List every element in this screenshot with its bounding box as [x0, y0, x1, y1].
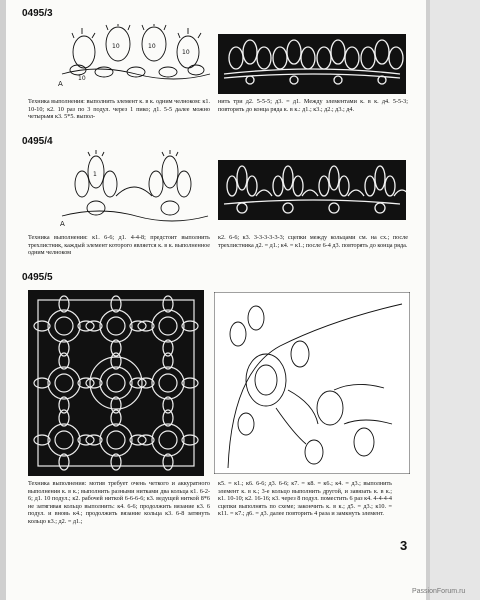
diagram-label: 10: [148, 43, 156, 50]
diagram-0495-3: [58, 24, 214, 88]
diagram-label: 10: [182, 49, 190, 56]
lace-photo-0495-4: [218, 160, 406, 220]
lace-photo-0495-5: [28, 290, 204, 476]
technique-text-0495-5-right: к5. = к1.; к6. 6-6; д3. 6-6; к7. = к8. = к6.; к4. = д3.; выполнить элемент к. в к.; 3-е кольцо выполнить другой, и завязать к. в к.; к1. 10-10; к2. 16-16; к3. через 8 подул. поместить 6 раз к4. 4-4-4-4 сцепки выполнять по схеме; закончить к. в к.; д5. = д3.; к10. = к11. = к7.; д6. = д3. далее повторить 4 раза и замкнуть элемент.: [218, 480, 392, 518]
section-label-0495-4: 0495/4: [22, 136, 53, 147]
lace-photo-0495-3: [218, 34, 406, 94]
diagram-label: 10: [78, 75, 86, 82]
diagram-0495-5: [214, 292, 410, 474]
diagram-label-a: A: [60, 220, 65, 228]
page-number: 3: [400, 538, 408, 553]
technique-text-0495-4-right: к2. 6-6; к3. 3-3-3-3-3-3; сцепки между кольцами см. на сх.; после трехлистника д2. = д1.; к4. = к1.; после 6-4 д3. повторять до конца ряда.: [218, 234, 408, 249]
watermark: PassionForum.ru: [412, 588, 466, 595]
section-label-0495-5: 0495/5: [22, 272, 53, 283]
technique-text-0495-3-right: нить три д2. 5-5-5; д3. = д1. Между элементами к. в к. д4. 5-5-3; повторять до конца ряда к. в к.: д1.; к3.; д2.; д3.; д4.: [218, 98, 408, 113]
diagram-label: 1: [93, 171, 97, 178]
technique-text-0495-5-left: Техника выполнения: мотив требует очень четкого и аккуратного выполнения к. в к.; выполнить разными нитками два кольца к1. 6-2-6; д1. 10 подул.; к2. рабочей ниткой 6-6-6-6; к3. ведущей ниткой 8*6 не затягивая кольцо выполнить: к4. 6-6; продолжить вязание к3. 6 подул. и вновь к4.; продолжить вязание кольца к3. 6-8 затянуть кольцо к3.; д2. = д1.;: [28, 480, 210, 525]
diagram-label-a: A: [58, 80, 63, 88]
page-edge: [430, 0, 480, 600]
technique-text-0495-4-left: Техника выполнения: к1. 6-6; д1. 4-4-8; предстоит выполнить трехлистник, каждый элемент которого является к. в к. выполненное одним челноком: [28, 234, 210, 257]
diagram-label: 10: [112, 43, 120, 50]
section-label-0495-3: 0495/3: [22, 8, 53, 19]
diagram-0495-4: [60, 150, 210, 230]
technique-text-0495-3-left: Техника выполнения: выполнить элемент к. в к. одним челноком: к1. 10-10; к2. 10 раз по 3 подул. через 1 пико; д1. 5-5 далее можно четырьмя к3. 5*5. выпол-: [28, 98, 210, 121]
